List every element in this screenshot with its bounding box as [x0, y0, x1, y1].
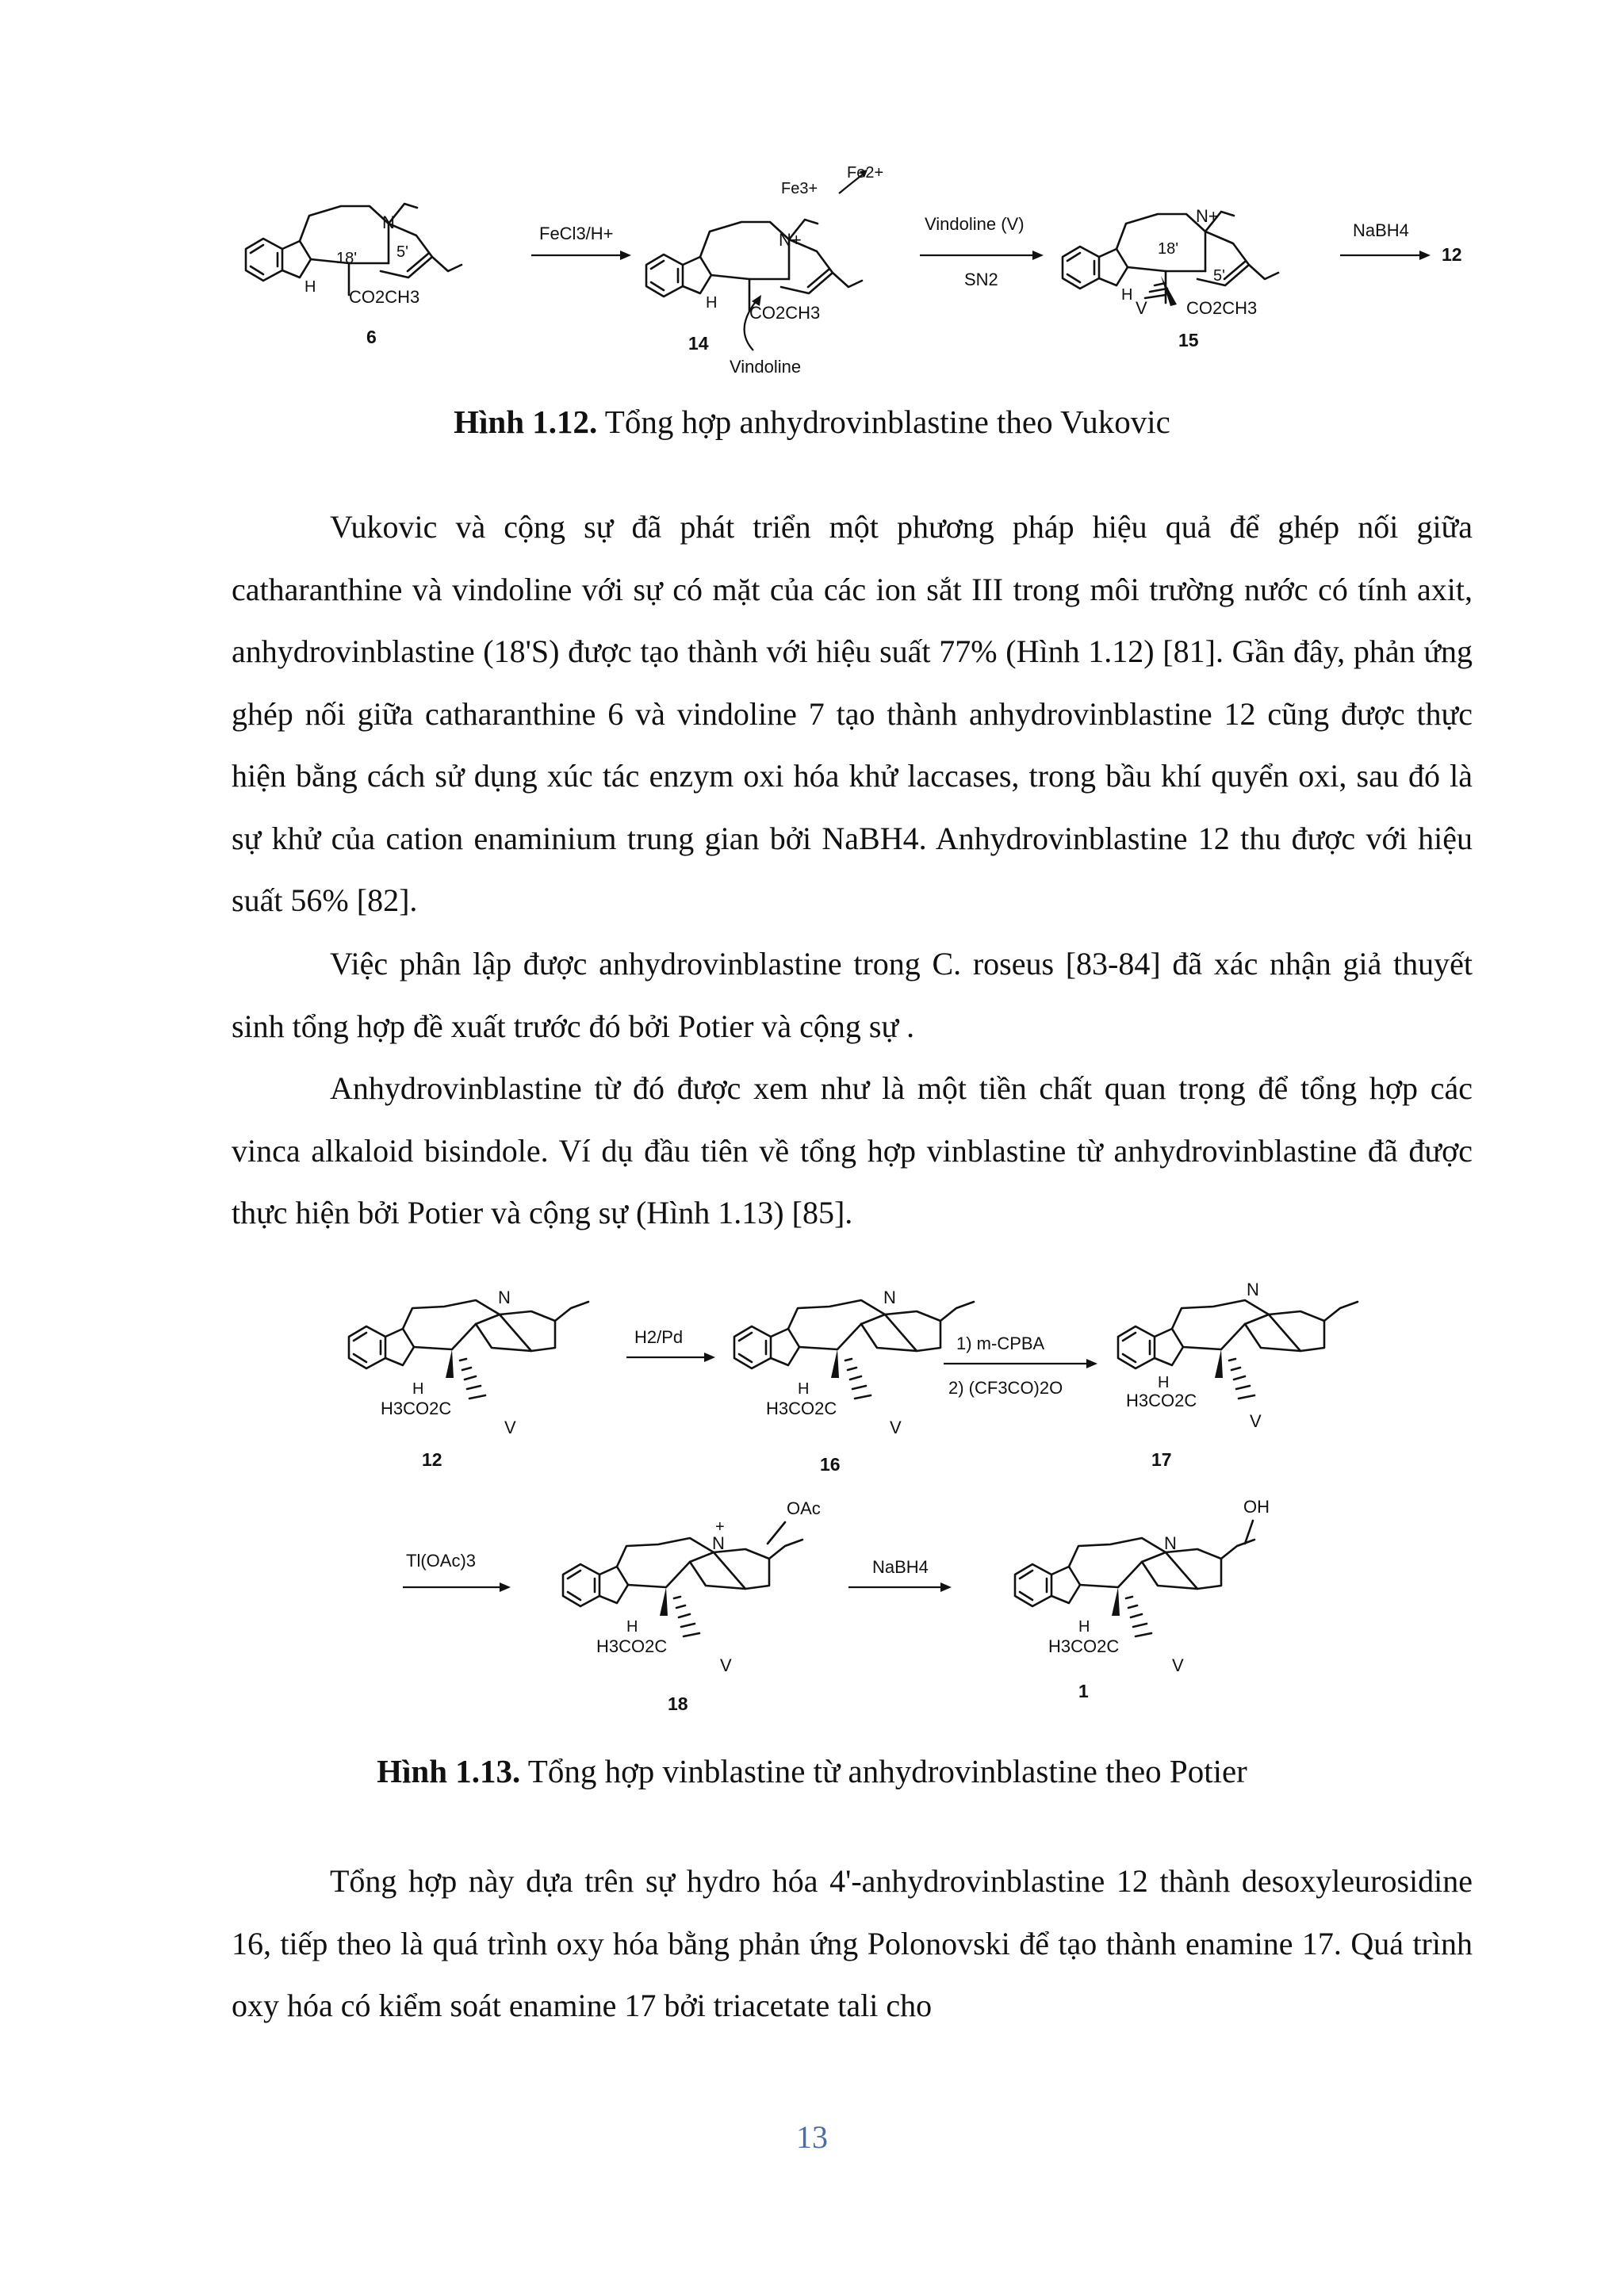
- atom-v-1: V: [1172, 1655, 1184, 1675]
- ester-15: CO2CH3: [1186, 298, 1258, 318]
- atom-v-17: V: [1250, 1411, 1262, 1431]
- compound-1: 1: [1078, 1681, 1089, 1701]
- atom-n-18: N: [712, 1533, 725, 1553]
- paragraph-precursor: Anhydrovinblastine từ đó được xem như là một tiền chất quan trọng để tổng hợp các vinca alkaloid bisindole. Ví dụ đầu tiên về tổng hợp vinblastine từ anhydrovinblastine đã được thực hiện bởi Potier và cộng sự (Hình 1.13) [85].: [232, 1070, 1473, 1230]
- compound-18: 18: [668, 1693, 688, 1714]
- label-vindoline-attack: Vindoline: [730, 357, 802, 377]
- caption-text: Tổng hợp anhydrovinblastine theo Vukovic: [597, 404, 1170, 440]
- atom-nh-1: H: [1078, 1618, 1090, 1636]
- reagent-vindoline: Vindoline (V): [925, 214, 1025, 234]
- figure-caption-1-13: [0, 1752, 1624, 1791]
- atom-v-16: V: [890, 1418, 902, 1437]
- ester-16: H3CO2C: [766, 1399, 837, 1418]
- ester-1: H3CO2C: [1048, 1636, 1120, 1656]
- atom-plus-18: +: [715, 1518, 725, 1536]
- ester-6: CO2CH3: [349, 287, 420, 307]
- reagent-tloac: Tl(OAc)3: [406, 1551, 476, 1571]
- atom-oh-1: OH: [1243, 1497, 1270, 1517]
- atom-nh-15: H: [1121, 286, 1133, 304]
- atom-nh-14: H: [706, 294, 718, 312]
- reagent-mcpba: 1) m-CPBA: [956, 1334, 1045, 1353]
- atom-nh-18: H: [626, 1618, 638, 1636]
- atom-nh-6: H: [304, 278, 316, 296]
- caption-label: Hình 1.13.: [377, 1753, 521, 1789]
- caption-text: Tổng hợp vinblastine từ anhydrovinblastine theo Potier: [520, 1753, 1247, 1789]
- ester-12: H3CO2C: [381, 1399, 452, 1418]
- atom-c5-6: 5': [396, 243, 408, 261]
- reagent-sn2: SN2: [964, 270, 998, 289]
- atom-nh-16: H: [798, 1380, 810, 1398]
- atom-v-12: V: [504, 1418, 516, 1437]
- scheme-vukovic: [0, 159, 1624, 396]
- atom-nh-17: H: [1158, 1374, 1170, 1391]
- label-fe3: Fe3+: [781, 180, 818, 197]
- compound-15: 15: [1178, 330, 1199, 350]
- atom-n-6: N: [382, 212, 395, 232]
- label-fe2: Fe2+: [847, 164, 884, 182]
- atom-nplus-15: N+: [1196, 206, 1219, 226]
- atom-n-1: N: [1164, 1533, 1177, 1553]
- paragraph-vukovic: Vukovic và cộng sự đã phát triển một phương pháp hiệu quả để ghép nối giữa catharanthine và vindoline với sự có mặt của các ion sắt III trong môi trường nước có tính axit, anhydrovinblastine (18'S) được tạo thành với hiệu suất 77% (Hình 1.12) [81]. Gần đây, phản ứng ghép nối giữa catharanthine 6 và vindoline 7 tạo thành anhydrovinblastine 12 cũng được thực hiện bằng cách sử dụng xúc tác enzym oxi hóa khử laccases, trong bầu khí quyển oxi, sau đó là sự khử của cation enaminium trung gian bởi NaBH4. Anhydrovinblastine 12 thu được với hiệu suất 56% [82].: [232, 509, 1473, 918]
- atom-oac-18: OAc: [787, 1498, 821, 1518]
- reagent-nabh4-2: NaBH4: [872, 1557, 929, 1577]
- reagent-nabh4: NaBH4: [1353, 220, 1409, 240]
- ester-18: H3CO2C: [596, 1636, 668, 1656]
- page-number: 13: [796, 2119, 828, 2155]
- compound-17: 17: [1151, 1449, 1172, 1470]
- atom-c18-15: 18': [1158, 240, 1179, 258]
- atom-n-16: N: [883, 1288, 896, 1307]
- compound-12: 12: [422, 1449, 442, 1470]
- figure-caption-1-12: [0, 403, 1624, 442]
- compound-12-product: 12: [1442, 244, 1462, 265]
- ester-17: H3CO2C: [1126, 1391, 1197, 1410]
- scheme-potier: [0, 1261, 1624, 1736]
- atom-v-15: V: [1136, 298, 1147, 318]
- reagent-tfaa: 2) (CF3CO)2O: [948, 1378, 1063, 1398]
- paragraph-hydrogenation: Tổng hợp này dựa trên sự hydro hóa 4'-anhydrovinblastine 12 thành desoxyleurosidine 16, tiếp theo là quá trình oxy hóa bằng phản ứng Polonovski để tạo thành enamine 17. Quá trình oxy hóa có kiểm soát enamine 17 bởi triacetate tali cho: [232, 1863, 1473, 2023]
- atom-n-12: N: [498, 1288, 511, 1307]
- atom-nplus-14: N+: [779, 230, 802, 250]
- atom-n-17: N: [1247, 1280, 1259, 1299]
- atom-nh-12: H: [412, 1380, 424, 1398]
- reagent-fecl3: FeCl3/H+: [539, 224, 614, 243]
- reagent-h2pd: H2/Pd: [634, 1327, 684, 1347]
- compound-6: 6: [366, 327, 377, 347]
- caption-label: Hình 1.12.: [454, 404, 598, 440]
- paragraph-isolation: Việc phân lập được anhydrovinblastine trong C. roseus [83-84] đã xác nhận giả thuyết sinh tổng hợp đề xuất trước đó bởi Potier và cộng sự .: [232, 946, 1473, 1044]
- compound-16: 16: [820, 1454, 841, 1475]
- atom-c5-15: 5': [1213, 267, 1225, 285]
- compound-14: 14: [688, 333, 709, 354]
- atom-c18-6: 18': [336, 250, 358, 267]
- ester-14: CO2CH3: [749, 303, 821, 323]
- atom-v-18: V: [720, 1655, 732, 1675]
